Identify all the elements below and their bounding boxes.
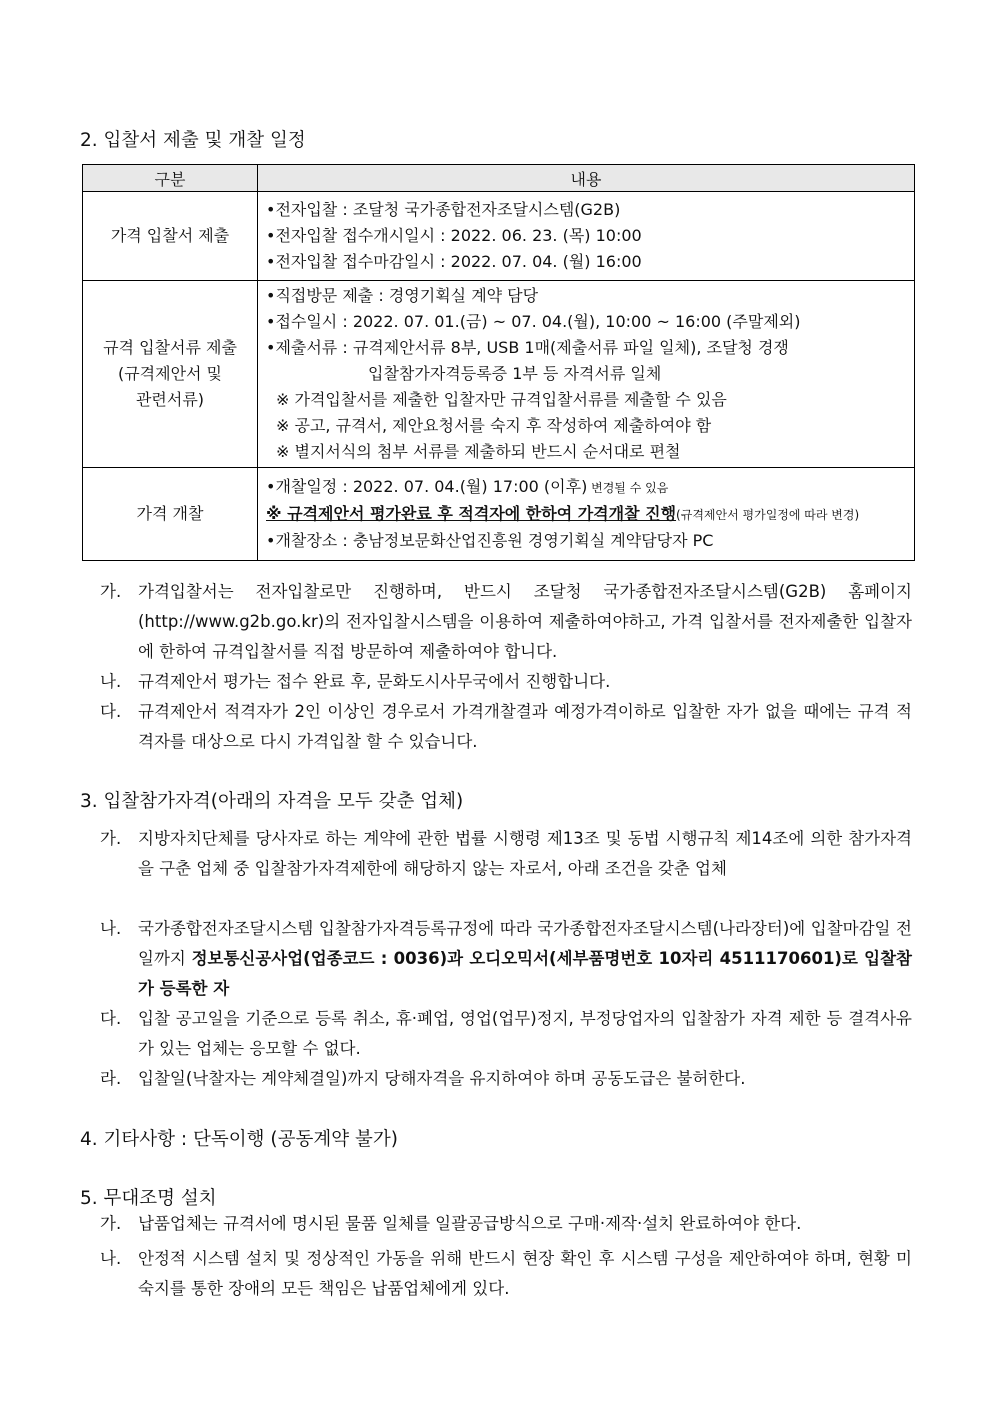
- list-text: 입찰일(낙찰자는 계약체결일)까지 당해자격을 유지하여야 하며 공동도급은 불허한다.: [138, 1069, 746, 1088]
- section-2-title: 2. 입찰서 제출 및 개찰 일정: [80, 130, 306, 151]
- small-note: (규격제안서 평가일정에 따라 변경): [676, 508, 860, 522]
- list-text: 지방자치단체를 당사자로 하는 계약에 관한 법률 시행령 제13조 및 동법 시행규칙 제14조에 의한 참가자격을 구춘 업체 중 입찰참가자격제한에 해당하지 않는 자로서, 아래 조건을 갖춘 업체: [138, 829, 912, 878]
- list-marker: 가.: [100, 829, 122, 848]
- table-row: [83, 281, 915, 468]
- small-note: 변경될 수 있음: [587, 481, 669, 495]
- table-row: [83, 468, 915, 561]
- content-line: •개찰장소 : 충남정보문화산업진흥원 경영기획실 계약담당자 PC: [266, 531, 714, 550]
- header-content: 내용: [258, 165, 915, 192]
- list-text: 안정적 시스템 설치 및 정상적인 가동을 위해 반드시 현장 확인 후 시스템 구성을 제안하여야 하며, 현황 미숙지를 통한 장애의 모든 책임은 납품업체에게 있다.: [138, 1249, 912, 1298]
- list-marker: 나.: [100, 919, 122, 938]
- list-marker: 라.: [100, 1069, 122, 1088]
- content-line: •전자입찰 접수개시일시 : 2022. 06. 23. (목) 10:00: [266, 226, 642, 245]
- content-line: 입찰참가자격등록증 1부 등 자격서류 일체: [368, 364, 662, 383]
- section-3-title: 3. 입찰참가자격(아래의 자격을 모두 갖춘 업체): [80, 791, 464, 812]
- content-line: •제출서류 : 규격제안서류 8부, USB 1매(제출서류 파일 일체), 조달청 경쟁: [266, 338, 789, 357]
- list-marker: 다.: [100, 702, 122, 721]
- row-label-line: (규격제안서 및: [117, 364, 223, 383]
- row-label-line: 관련서류): [135, 390, 205, 409]
- list-marker: 나.: [100, 672, 122, 691]
- note-line: ※ 별지서식의 첨부 서류를 제출하되 반드시 순서대로 편철: [276, 442, 681, 461]
- row-label: 가격 입찰서 제출: [83, 192, 258, 281]
- list-item: [100, 914, 912, 1004]
- content-line: [266, 501, 906, 528]
- list-marker: 가.: [100, 1214, 122, 1233]
- content-line: •접수일시 : 2022. 07. 01.(금) ~ 07. 04.(월), 10:00 ~ 16:00 (주말제외): [266, 312, 801, 331]
- content-line: •전자입찰 접수마감일시 : 2022. 07. 04. (월) 16:00: [266, 252, 642, 271]
- note-line: ※ 공고, 규격서, 제안요청서를 숙지 후 작성하여 제출하여야 함: [276, 416, 712, 435]
- list-marker: 나.: [100, 1249, 122, 1268]
- section-4-title: 4. 기타사항 : 단독이행 (공동계약 불가): [80, 1129, 398, 1150]
- row-content: [258, 468, 915, 561]
- list-item: [100, 1064, 912, 1094]
- list-item: [100, 697, 912, 757]
- list-marker: 다.: [100, 1009, 122, 1028]
- content-line: •전자입찰 : 조달청 국가종합전자조달시스템(G2B): [266, 200, 621, 219]
- emphasis-text: ※ 규격제안서 평가완료 후 적격자에 한하여 가격개찰 진행: [266, 504, 677, 523]
- row-label: 가격 개찰: [83, 468, 258, 561]
- content-line: [266, 474, 906, 501]
- list-text: [138, 914, 912, 1004]
- list-item: [100, 1244, 912, 1304]
- content-line: •직접방문 제출 : 경영기획실 계약 담당: [266, 286, 539, 305]
- list-text-bold: 정보통신공사업(업종코드 : 0036)과 오디오믹서(세부품명번호 10자리 4511170601)로 입찰참가 등록한 자: [138, 949, 913, 998]
- list-item: [100, 667, 912, 697]
- list-text-part: 국가종합전자조달시스템 입찰참가자격등록규정에 따라 국가종합전자조달시스템(나라장터)에 입찰마감일 전일까지: [138, 919, 912, 968]
- list-item: [100, 577, 912, 667]
- list-item: [100, 1004, 912, 1064]
- row-content: [258, 281, 915, 468]
- list-text: 규격제안서 평가는 접수 완료 후, 문화도시사무국에서 진행합니다.: [138, 672, 611, 691]
- list-text: 납품업체는 규격서에 명시된 물품 일체를 일괄공급방식으로 구매·제작·설치 완료하여야 한다.: [138, 1214, 802, 1233]
- row-label: [83, 281, 258, 468]
- row-label-line: 규격 입찰서류 제출: [103, 338, 237, 357]
- list-text: 규격제안서 적격자가 2인 이상인 경우로서 가격개찰결과 예정가격이하로 입찰한 자가 없을 때에는 규격 적격자를 대상으로 다시 가격입찰 할 수 있습니다.: [138, 702, 912, 751]
- row-content: [258, 192, 915, 281]
- note-line: ※ 가격입찰서를 제출한 입찰자만 규격입찰서류를 제출할 수 있음: [276, 390, 727, 409]
- header-category: 구분: [83, 165, 258, 192]
- list-item: [100, 824, 912, 884]
- table-row: [83, 192, 915, 281]
- schedule-table: [82, 164, 915, 561]
- list-item: [100, 1209, 912, 1239]
- list-marker: 가.: [100, 582, 122, 601]
- list-text: 가격입찰서는 전자입찰로만 진행하며, 반드시 조달청 국가종합전자조달시스템(G2B) 홈페이지(http://www.g2b.go.kr)의 전자입찰시스템을 이용하여 제출하여야하고, 가격 입찰서를 전자제출한 입찰자에 한하여 규격입찰서를 직접 방문하여 제출하여야 합니다.: [138, 582, 912, 661]
- content-text: •개찰일정 : 2022. 07. 04.(월) 17:00 (이후): [266, 477, 588, 496]
- table-header-row: [83, 165, 915, 192]
- list-text: 입찰 공고일을 기준으로 등록 취소, 휴·폐업, 영업(업무)정지, 부정당업자의 입찰참가 자격 제한 등 결격사유가 있는 업체는 응모할 수 없다.: [138, 1009, 912, 1058]
- section-5-title: 5. 무대조명 설치: [80, 1188, 217, 1209]
